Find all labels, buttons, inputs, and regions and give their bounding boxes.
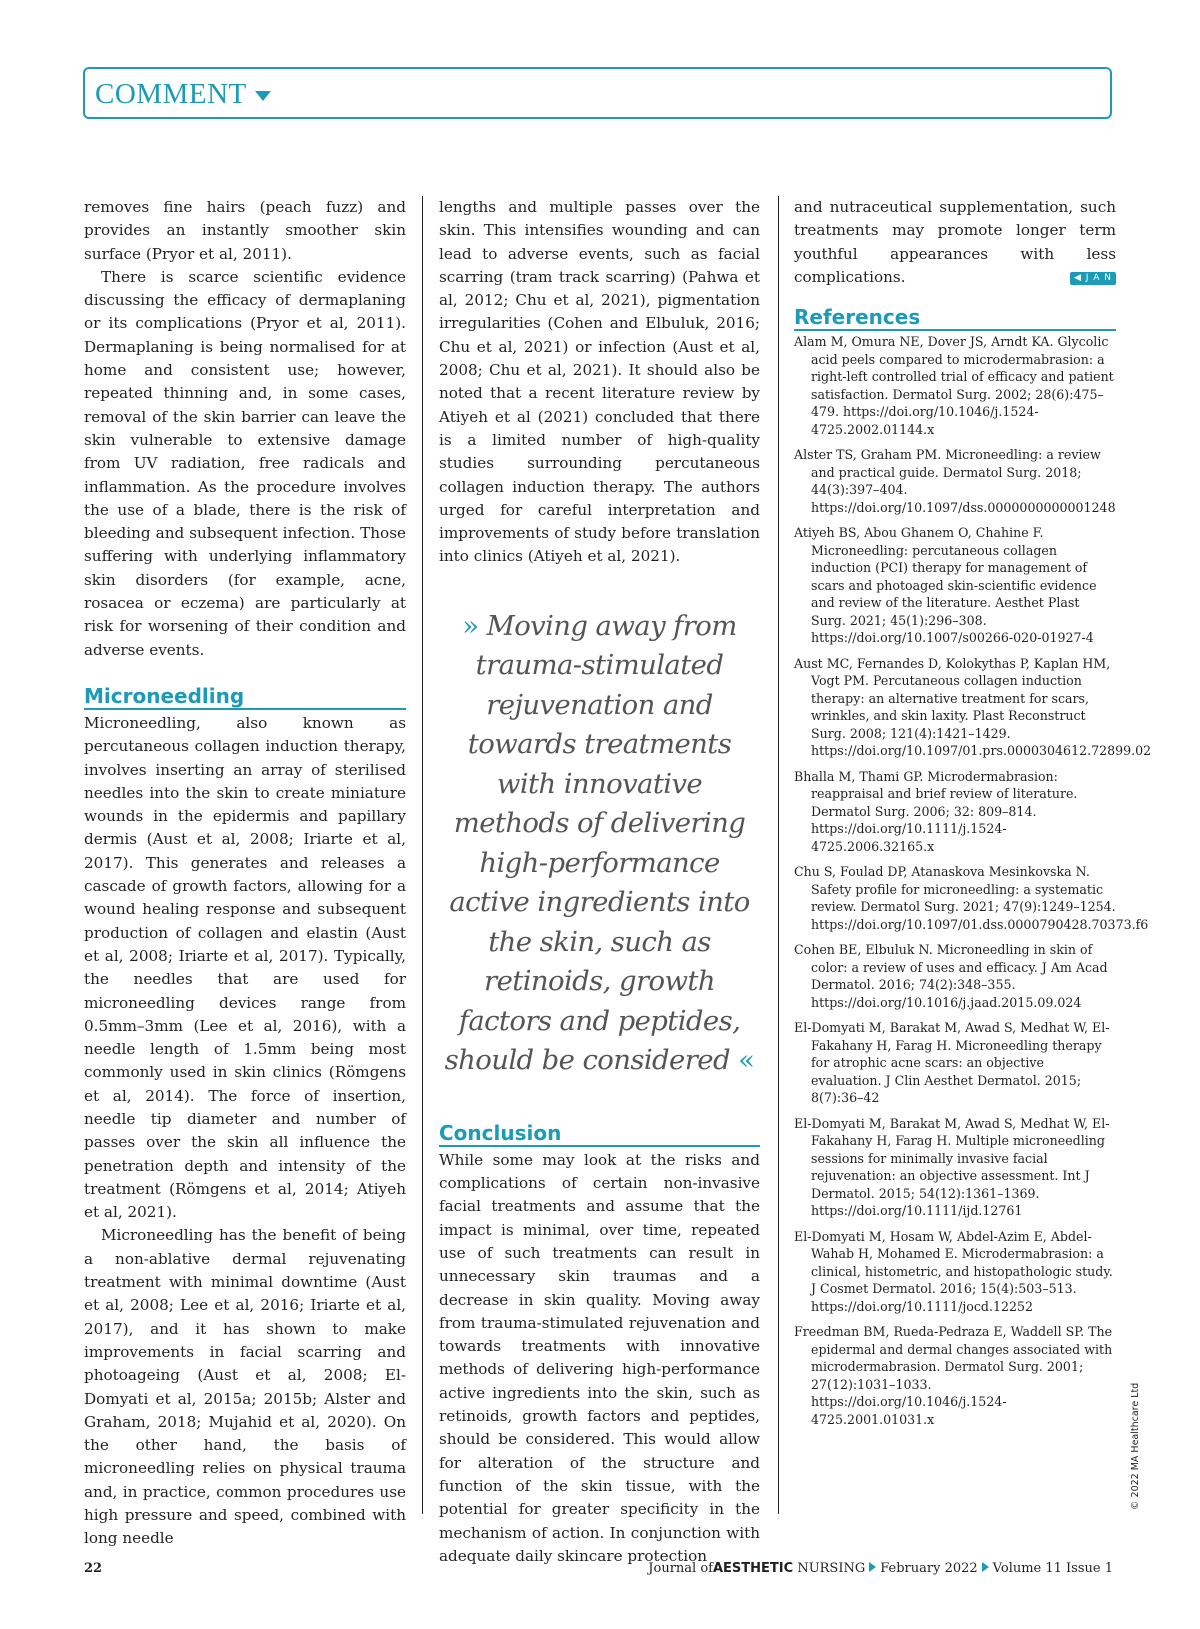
pull-quote (439, 607, 760, 1081)
column-divider (778, 196, 779, 1514)
paragraph: removes fine hairs (peach fuzz) and provides an instantly smoother skin surface (Pryor et al, 2011). (84, 198, 406, 263)
pull-quote-text: Moving away from trauma-stimulated rejuvenation and towards treatments with innovative methods of delivering high-performance active ingredients into the skin, such as retinoids, growth factors and peptides, should be considered (444, 609, 750, 1077)
triangle-right-icon (982, 1562, 989, 1572)
section-heading-conclusion: Conclusion (439, 1119, 760, 1147)
reference-item: Chu S, Foulad DP, Atanaskova Mesinkovska N. Safety profile for microneedling: a systematic review. Dermatol Surg. 2021; 47(9):1249–1254. https://doi.org/10.1097/01.dss.0000790428.70373.f6 (794, 864, 1149, 932)
reference-item: Alam M, Omura NE, Dover JS, Arndt KA. Glycolic acid peels compared to microdermabrasion: a right-left controlled trial of efficacy and patient satisfaction. Dermatol Surg. 2002; 28(6):475–479. https://doi.org/10.1046/j.1524- 4725.2002.01144.x (794, 334, 1114, 437)
reference-item: Bhalla M, Thami GP. Microdermabrasion: reappraisal and brief review of literature. Dermatol Surg. 2006; 32: 809–814. https://doi.org/10.1111/j.1524- 4725.2006.32165.x (794, 768, 1078, 854)
reference-item: Freedman BM, Rueda-Pedraza E, Waddell SP. The epidermal and dermal changes associated with microdermabrasion. Dermatol Surg. 2001; 27(12):1031–1033. https://doi.org/10.1046/j.1524-4725.2001.01031.x (794, 1324, 1113, 1427)
column-1 (84, 196, 406, 1551)
reference-item: Aust MC, Fernandes D, Kolokythas P, Kaplan HM, Vogt PM. Percutaneous collagen induction therapy: an alternative treatment for scars, wrinkles, and skin laxity. Plast Reconstruct Surg. 2008; 121(4):1421–1429. https://doi.org/10.1097/01.prs.0000304612.72899.02 (794, 655, 1152, 759)
paragraph-text: and nutraceutical supplementation, such treatments may promote longer term youthful appearances with less complications. (794, 198, 1116, 286)
section-label: COMMENT (95, 78, 247, 110)
reference-item: El-Domyati M, Hosam W, Abdel-Azim E, Abdel-Wahab H, Mohamed E. Microdermabrasion: a clinical, histometric, and histopathologic study. J Cosmet Dermatol. 2016; 15(4):503–513. https://doi.org/10.1111/jocd.12252 (794, 1228, 1113, 1314)
column-3 (794, 196, 1152, 1436)
section-heading-microneedling: Microneedling (84, 682, 406, 710)
section-heading-references: References (794, 303, 1116, 331)
journal-prefix: Journal of (648, 1561, 713, 1576)
reference-list (794, 333, 1152, 1428)
column-divider (422, 196, 423, 1514)
column-2 (439, 196, 760, 1568)
reference-item: Cohen BE, Elbuluk N. Microneedling in skin of color: a review of uses and efficacy. J Am Acad Dermatol. 2016; 74(2):348–355. https://doi.org/10.1016/j.jaad.2015.09.024 (794, 942, 1108, 1010)
section-header-box (83, 67, 1112, 119)
reference-item: Atiyeh BS, Abou Ghanem O, Chahine F. Microneedling: percutaneous collagen induction (PCI) therapy for management of scars and photoaged skin-scientific evidence and review of the literature. Aesthet Plast Surg. 2021; 45(1):296–308. https://doi.org/10.1007/s00266-020-01927-4 (794, 525, 1097, 646)
paragraph: While some may look at the risks and complications of certain non-invasive facial treatments and assume that the impact is minimal, over time, repeated use of such treatments can result in unnecessary skin traumas and a decrease in skin quality. Moving away from trauma-stimulated rejuvenation and towards treatments with innovative methods of delivering high-performance active ingredients into the skin, such as retinoids, growth factors and peptides, should be considered. This would allow for alteration of the structure and function of the skin tissue, with the potential for greater specificity in the mechanism of action. In conjunction with adequate daily skincare protection (439, 1150, 760, 1565)
section-title (95, 78, 271, 111)
copyright-notice: © 2022 MA Healthcare Ltd (1130, 1382, 1141, 1510)
journal-brand: AESTHETIC (712, 1561, 794, 1576)
paragraph: Microneedling has the benefit of being a non-ablative dermal rejuvenating treatment with minimal downtime (Aust et al, 2008; Lee et al, 2016; Iriarte et al, 2017), and it has shown to make improvements in facial scarring and photoageing (Aust et al, 2008; El-Domyati et al, 2015a; 2015b; Alster and Graham, 2018; Mujahid et al, 2020). On the other hand, the basis of microneedling relies on physical trauma and, in practice, common procedures use high pressure and speed, combined with long needle (84, 1226, 406, 1548)
paragraph: There is scarce scientific evidence discussing the efficacy of dermaplaning or its complications (Pryor et al, 2011). Dermaplaning is being normalised for at home and consistent use; however, repeated thinning and, in some cases, removal of the skin barrier can leave the skin vulnerable to extensive damage from UV radiation, free radicals and inflammation. As the procedure involves the use of a blade, there is the risk of bleeding and subsequent infection. Those suffering with underlying inflammatory skin disorders (for example, acne, rosacea or eczema) are particularly at risk for worsening of their condition and adverse events. (84, 267, 406, 659)
volume-issue: Volume 11 Issue 1 (992, 1561, 1113, 1576)
reference-item: El-Domyati M, Barakat M, Awad S, Medhat W, El-Fakahany H, Farag H. Microneedling therapy for atrophic acne scars: an objective evaluation. J Clin Aesthet Dermatol. 2015; 8(7):36–42 (794, 1020, 1110, 1106)
journal-footer (648, 1561, 1113, 1576)
article-end-mark: ◀ J A N (1070, 272, 1116, 285)
paragraph: Microneedling, also known as percutaneous collagen induction therapy, involves inserting an array of sterilised needles into the skin to create miniature wounds in the epidermis and papillary dermis (Aust et al, 2008; Iriarte et al, 2017). This generates and releases a cascade of growth factors, allowing for a wound healing response and subsequent production of collagen and elastin (Aust et al, 2008; Iriarte et al, 2017). Typically, the needles that are used for microneedling devices range from 0.5mm–3mm (Lee et al, 2016), with a needle length of 1.5mm being most commonly used in skin clinics (Römgens et al, 2014). The force of insertion, needle tip diameter and number of passes over the skin all influence the penetration depth and intensity of the treatment (Römgens et al, 2014; Atiyeh et al, 2021). (84, 713, 406, 1222)
triangle-right-icon (869, 1562, 876, 1572)
triangle-down-icon (255, 91, 271, 101)
reference-item: El-Domyati M, Barakat M, Awad S, Medhat W, El-Fakahany H, Farag H. Multiple microneedling sessions for minimally invasive facial rejuvenation: an objective assessment. Int J Dermatol. 2015; 54(12):1361–1369. https://doi.org/10.1111/ijd.12761 (794, 1115, 1110, 1219)
issue-date: February 2022 (880, 1561, 978, 1576)
quote-open-mark: » (462, 609, 479, 642)
journal-suffix: NURSING (797, 1561, 866, 1576)
paragraph: lengths and multiple passes over the skin. This intensifies wounding and can lead to adverse events, such as facial scarring (tram track scarring) (Pahwa et al, 2012; Chu et al, 2021), pigmentation irregularities (Cohen and Elbuluk, 2016; Chu et al, 2021) or infection (Aust et al, 2008; Chu et al, 2021). It should also be noted that a recent literature review by Atiyeh et al (2021) concluded that there is a limited number of high-quality studies surrounding percutaneous collagen induction therapy. The authors urged for careful interpretation and improvements of study before translation into clinics (Atiyeh et al, 2021). (439, 198, 760, 566)
reference-item: Alster TS, Graham PM. Microneedling: a review and practical guide. Dermatol Surg. 2018; 44(3):397–404. https://doi.org/10.1097/dss.0000000000001248 (794, 447, 1116, 515)
quote-close-mark: « (738, 1044, 755, 1077)
paragraph (794, 196, 1116, 289)
page-number: 22 (84, 1561, 103, 1576)
